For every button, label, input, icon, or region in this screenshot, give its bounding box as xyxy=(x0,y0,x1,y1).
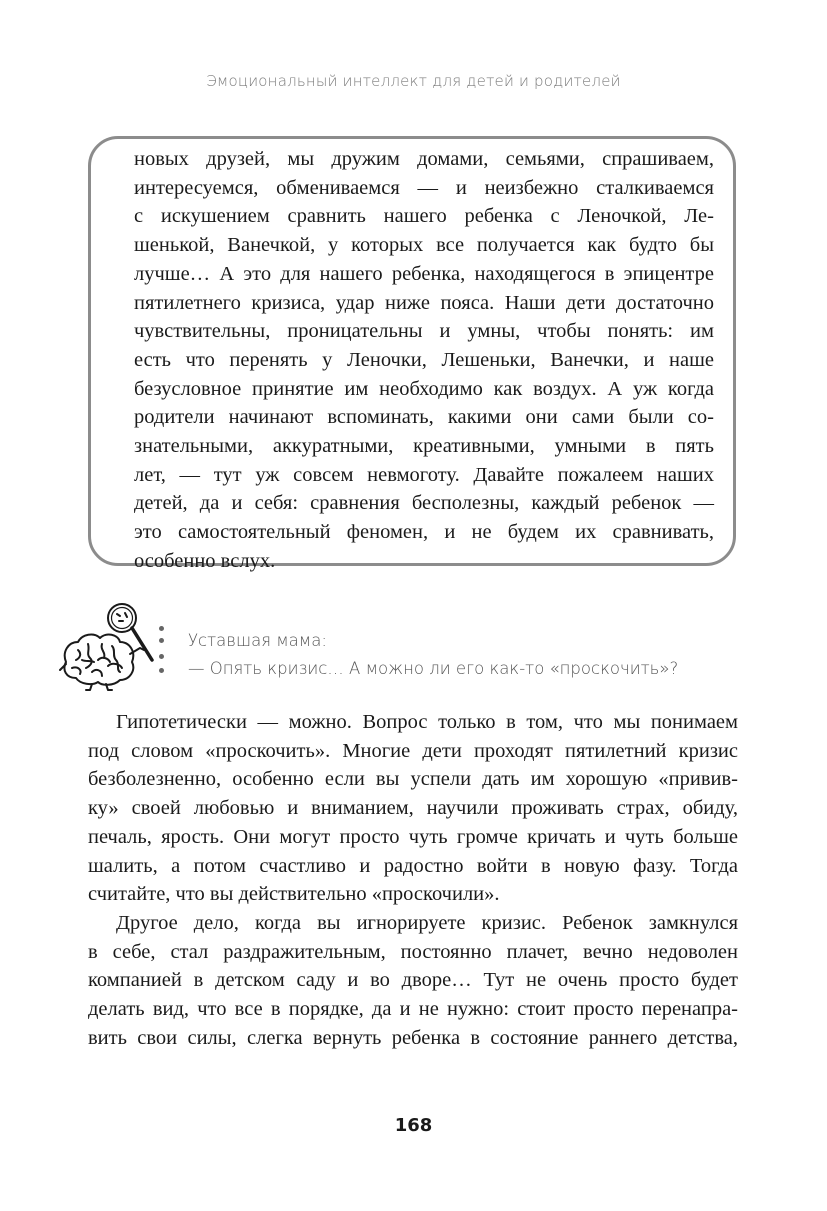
body-line: вить свои силы, слегка вернуть ребенка в состояние раннего детства, xyxy=(88,1026,738,1049)
callout-line: чувствительны, проницательны и умны, чтобы понять: им xyxy=(134,320,714,343)
brain-magnifier-icon xyxy=(58,600,158,692)
dialogue-dot xyxy=(159,654,164,659)
body-line: шалить, а потом счастливо и радостно войти в новую фазу. Тогда xyxy=(88,854,738,877)
callout-line: пятилетнего кризиса, удар ниже пояса. Наши дети достаточно xyxy=(134,291,714,314)
callout-line: интересуемся, обмениваемся — и неизбежно сталкиваемся xyxy=(134,176,714,199)
body-line: печаль, ярость. Они могут просто чуть громче кричать и чуть больше xyxy=(88,825,738,848)
body-line: делать вид, что все в порядке, да и не нужно: стоит просто перенапра- xyxy=(88,998,738,1021)
body-text xyxy=(88,708,738,1052)
callout-line: особенно вслух. xyxy=(134,549,276,572)
callout-line: есть что перенять у Леночки, Лешеньки, Ванечки, и наше xyxy=(134,348,714,371)
callout-line: детей, да и себя: сравнения бесполезны, каждый ребенок — xyxy=(134,492,714,515)
callout-line: родители начинают вспоминать, какими они сами были со- xyxy=(134,406,714,429)
body-line: считайте, что вы действительно «проскочили». xyxy=(88,883,500,906)
callout-line: безусловное принятие им необходимо как воздух. А уж когда xyxy=(134,377,714,400)
body-line: Гипотетически — можно. Вопрос только в том, что мы понимаем xyxy=(116,711,738,733)
callout-line: с искушением сравнить нашего ребенка с Леночкой, Ле- xyxy=(134,205,714,228)
callout-line: лучше… А это для нашего ребенка, находящегося в эпицентре xyxy=(134,262,714,285)
callout-text xyxy=(134,145,714,576)
dialogue-dot xyxy=(159,626,164,631)
callout-line: знательными, аккуратными, креативными, умными в пять xyxy=(134,435,714,458)
callout-line: шенькой, Ванечкой, у которых все получается как будто бы xyxy=(134,234,714,257)
body-line: компанией в детском саду и во дворе… Тут не очень просто будет xyxy=(88,969,738,992)
page-number: 168 xyxy=(394,1115,433,1136)
callout-line: новых друзей, мы дружим домами, семьями, спрашиваем, xyxy=(134,148,714,170)
dialogue-dot xyxy=(159,668,164,673)
callout-line: лет, — тут уж совсем невмоготу. Давайте пожалеем наших xyxy=(134,463,714,486)
dialogue-dot xyxy=(159,638,164,643)
dialogue-dots xyxy=(158,626,166,682)
running-header: Эмоциональный интеллект для детей и родителей xyxy=(206,72,621,90)
callout-line: это самостоятельный феномен, и не будем их сравнивать, xyxy=(134,521,714,544)
body-line: Другое дело, когда вы игнорируете кризис. Ребенок замкнулся xyxy=(116,911,738,934)
body-line: в себе, стал раздражительным, постоянно плачет, вечно недоволен xyxy=(88,940,738,963)
quote-question: — Опять кризис… А можно ли его как-то «проскочить»? xyxy=(188,659,679,678)
body-line: ку» своей любовью и вниманием, научили проживать страх, обиду, xyxy=(88,797,738,820)
body-line: под словом «проскочить». Многие дети проходят пятилетний кризис xyxy=(88,739,738,762)
quote-speaker: Уставшая мама: xyxy=(188,631,327,650)
body-line: безболезненно, особенно если вы успели дать им хорошую «привив- xyxy=(88,768,738,791)
quote-block xyxy=(188,627,678,683)
